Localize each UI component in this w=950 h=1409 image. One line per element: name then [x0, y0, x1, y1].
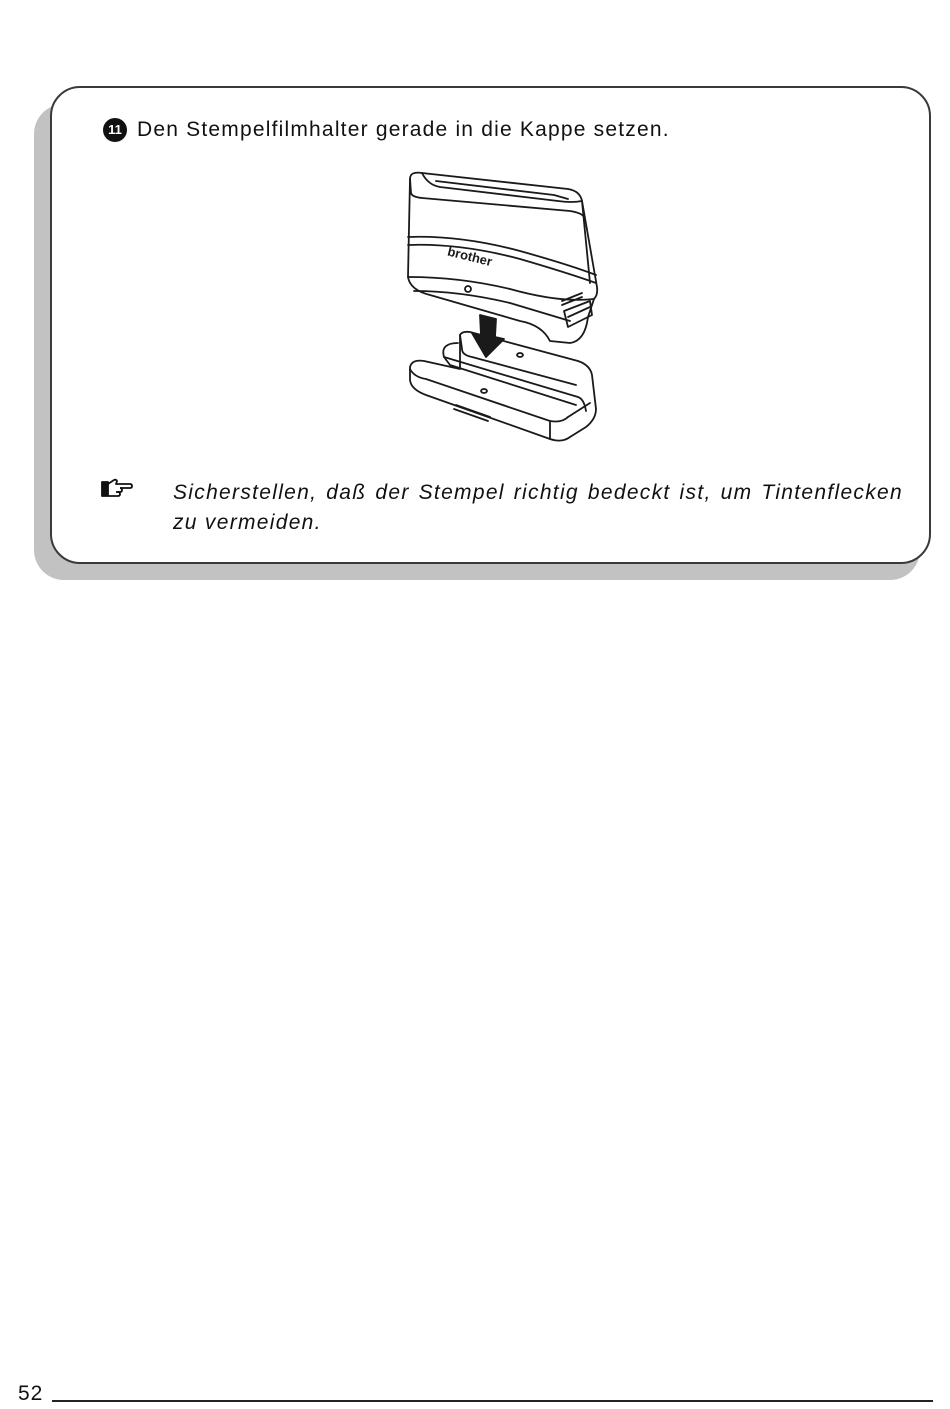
- brand-logo-text: brother: [445, 243, 494, 270]
- note-text: Sicherstellen, daß der Stempel richtig bedeckt ist, um Tintenflecken zu vermeiden.: [173, 481, 903, 534]
- step-number-badge: 11: [103, 118, 127, 142]
- page-number: 52: [18, 1382, 44, 1405]
- footer-rule: [52, 1400, 933, 1402]
- stamp-into-cap-illustration: [400, 165, 605, 450]
- step-text: Den Stempelfilmhalter gerade in die Kappe setzen.: [137, 118, 670, 141]
- pointing-hand-icon: [100, 476, 134, 500]
- step-instruction: [103, 118, 670, 142]
